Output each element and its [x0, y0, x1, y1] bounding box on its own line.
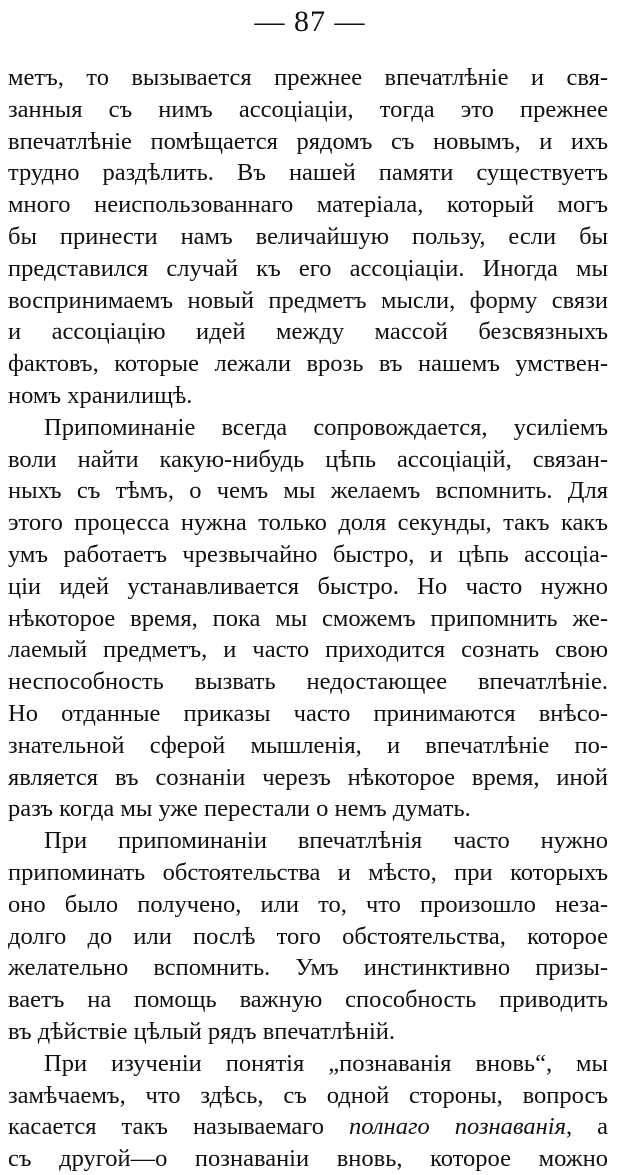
- italic-term: полнаго познаванія: [348, 1113, 566, 1141]
- text-line: метъ, то вызывается прежнее впечатлѣніе и свя-: [8, 64, 608, 91]
- text-line: ныхъ съ тѣмъ, о чемъ мы желаемъ вспомнить. Для: [8, 477, 608, 505]
- text-line: припоминать обстоятельства и мѣсто, при которыхъ: [8, 858, 608, 886]
- paragraph: [8, 825, 608, 1048]
- text-line: воли найти какую-нибудь цѣпь ассоціацій, связан-: [8, 445, 608, 473]
- text-line: ціи идей устанавливается быстро. Но часто нужно: [8, 572, 608, 600]
- paragraphs-container: [8, 62, 608, 1111]
- text-line: представился случай къ его ассоціаціи. Иногда мы: [8, 254, 608, 282]
- text-line: трудно раздѣлить. Въ нашей памяти существуетъ: [8, 159, 608, 187]
- text-line: и ассоціацію идей между массой безсвязныхъ: [8, 318, 608, 346]
- text-line: При припоминаніи впечатлѣнія часто нужно: [44, 827, 608, 855]
- text-line: Но отданные приказы часто принимаются внѣсо-: [8, 699, 608, 727]
- text-line: бы принести намъ величайшую пользу, если бы: [8, 222, 608, 250]
- text-line: оно было получено, или то, что произошло неза-: [8, 890, 608, 918]
- text-line: нѣкоторое время, пока мы сможемъ припомнить же-: [8, 604, 608, 632]
- text-line: При изученіи понятія „познаванія вновь“, мы: [44, 1049, 608, 1077]
- text-line-final: съ другой—о познаваніи вновь, которое можно: [8, 1145, 608, 1173]
- text-line: лаемый предметъ, и часто приходится сознать свою: [8, 636, 608, 664]
- text-line: является въ сознаніи черезъ нѣкоторое время, иной: [8, 763, 608, 791]
- paragraph: [8, 412, 608, 825]
- text-line: въ дѣйствіе цѣлый рядъ впечатлѣній.: [8, 1017, 395, 1045]
- page-number: — 87 —: [254, 5, 366, 38]
- text-line: замѣчаемъ, что здѣсь, съ одной стороны, вопросъ: [8, 1081, 608, 1109]
- text-line: занныя съ нимъ ассоціаціи, тогда это прежнее: [8, 95, 608, 123]
- text-line: много неиспользованнаго матеріала, который могъ: [8, 191, 608, 219]
- text-fragment: касается такъ называемаго: [8, 1113, 349, 1141]
- text-line: знательной сферой мышленія, и впечатлѣніе по-: [8, 731, 608, 759]
- text-line: умъ работаетъ чрезвычайно быстро, и цѣпь ассоціа-: [8, 540, 608, 568]
- text-line: номъ хранилищѣ.: [8, 381, 193, 409]
- text-line: воспринимаемъ новый предметъ мысли, форму связи: [8, 286, 608, 314]
- text-line-with-italic: [8, 1111, 608, 1143]
- text-line: долго до или послѣ того обстоятельства, которое: [8, 922, 608, 950]
- text-line: неспособность вызвать недостающее впечатлѣніе.: [8, 668, 608, 696]
- text-line: Припоминаніе всегда сопровождается, усиліемъ: [44, 413, 608, 441]
- text-fragment: , а: [566, 1113, 609, 1141]
- paragraph: [8, 1048, 608, 1112]
- paragraph: [8, 62, 608, 412]
- text-line: разъ когда мы уже перестали о немъ думать.: [8, 795, 471, 823]
- text-line: ваетъ на помощь важную способность приводить: [8, 986, 608, 1014]
- text-line: желательно вспомнить. Умъ инстинктивно призы-: [8, 954, 608, 982]
- text-line: фактовъ, которые лежали врозь въ нашемъ умствен-: [8, 350, 608, 378]
- body-text: [8, 62, 608, 1175]
- text-line: впечатлѣніе помѣщается рядомъ съ новымъ, и ихъ: [8, 127, 608, 155]
- text-line: этого процесса нужна только доля секунды, такъ какъ: [8, 509, 608, 537]
